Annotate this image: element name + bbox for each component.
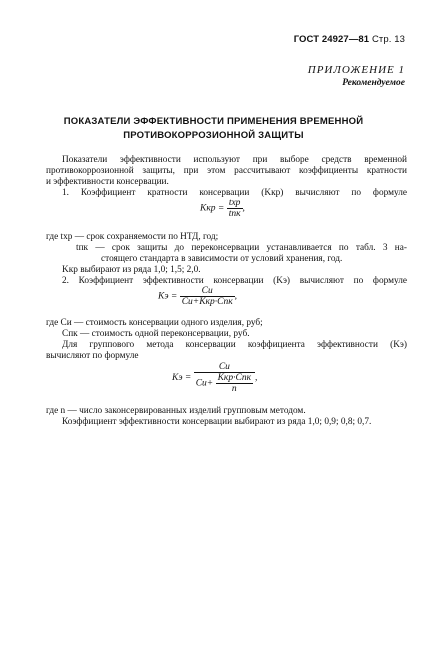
appendix-label: ПРИЛОЖЕНИЕ 1 xyxy=(307,64,405,76)
formula-ke-group-inner-numerator: Kкр·Cпк xyxy=(217,373,252,383)
formula-ke-group-lhs: Kэ xyxy=(172,373,183,384)
formula-ke-group-tail: , xyxy=(255,373,258,384)
where-1-line-3: стоящего стандарта в зависимости от условий хранения, год. xyxy=(101,254,343,264)
formula-ke-group-fraction xyxy=(194,362,258,394)
page-header xyxy=(294,34,405,45)
intro-line-2: противокоррозионной защиты, при этом рассчитывают коэффициенты кратности xyxy=(46,166,407,176)
formula-ke-group-inner-fraction xyxy=(216,373,253,394)
intro-line-1: Показатели эффективности используют при выборе средств временной xyxy=(62,155,407,165)
where-1-line-1: где tхр — срок сохраняемости по НТД, год; xyxy=(46,232,219,242)
formula-ke-denominator: Cи+Kкр·Cпк xyxy=(181,297,233,307)
section-title-line-1: ПОКАЗАТЕЛИ ЭФФЕКТИВНОСТИ ПРИМЕНЕНИЯ ВРЕМЕННОЙ xyxy=(63,116,364,127)
formula-ke: Kэ = $\frac{Cи}{\text{Cи+Kкр·Cпк}}$ , xyxy=(158,286,238,307)
item-1-text: 1. Коэффициент кратности консервации (Kкр) вычисляют по формуле xyxy=(62,188,407,198)
standard-number: ГОСТ 24927—81 xyxy=(293,34,370,45)
formula-kkr-denominator: tпк xyxy=(228,209,241,219)
formula-ke-group-numerator: Cи xyxy=(194,362,255,373)
where-3-line-2: Коэффициент эффективности консервации выбирают из ряда 1,0; 0,9; 0,8; 0,7. xyxy=(62,417,372,427)
formula-ke-group-denominator xyxy=(194,373,258,394)
formula-kkr-tail: , xyxy=(242,203,245,214)
formula-kkr: Kкр = $\frac{\text{tхр}}{\text{tпк}}$ , xyxy=(200,198,245,219)
formula-ke-group-inner-denominator: n xyxy=(231,384,237,394)
formula-ke-group-denominator-left: Cи+ xyxy=(195,378,214,389)
formula-kkr-fraction xyxy=(227,198,243,219)
section-title-line-2: ПРОТИВОКОРРОЗИОННОЙ ЗАЩИТЫ xyxy=(123,130,304,141)
where-3-line-1: где n — число законсервированных изделий групповым методом. xyxy=(46,406,306,416)
formula-ke-lhs: Kэ xyxy=(158,291,169,302)
where-2-line-2: Cпк — стоимость одной переконсервации, руб. xyxy=(62,329,250,339)
appendix-status: Рекомендуемое xyxy=(342,78,405,88)
formula-ke-tail: , xyxy=(234,291,238,302)
where-1-line-4: Kкр выбирают из ряда 1,0; 1,5; 2,0. xyxy=(62,265,201,275)
where-1-line-2: tпк — срок защиты до переконсервации устанавливается по табл. 3 на- xyxy=(76,243,407,253)
formula-ke-numerator: Cи xyxy=(180,286,235,297)
group-line-1: Для группового метода консервации коэффициента эффективности (Kэ) xyxy=(62,340,407,350)
group-line-2: вычисляют по формуле xyxy=(46,351,139,361)
formula-kkr-lhs: Kкр xyxy=(200,203,216,214)
item-2-text: 2. Коэффициент эффективности консервации (Kэ) вычисляют по формуле xyxy=(62,276,407,286)
intro-line-3: и эффективности консервации. xyxy=(46,177,169,187)
formula-kkr-numerator: tхр xyxy=(227,198,243,209)
page-number: Стр. 13 xyxy=(371,34,405,45)
where-2-line-1: где Cи — стоимость консервации одного изделия, руб; xyxy=(46,318,263,328)
formula-ke-group: Kэ = Cи Cи+ $\frac{\text{Kкр·Cпк}}{n}$ , xyxy=(172,362,258,394)
formula-ke-fraction xyxy=(180,286,238,307)
